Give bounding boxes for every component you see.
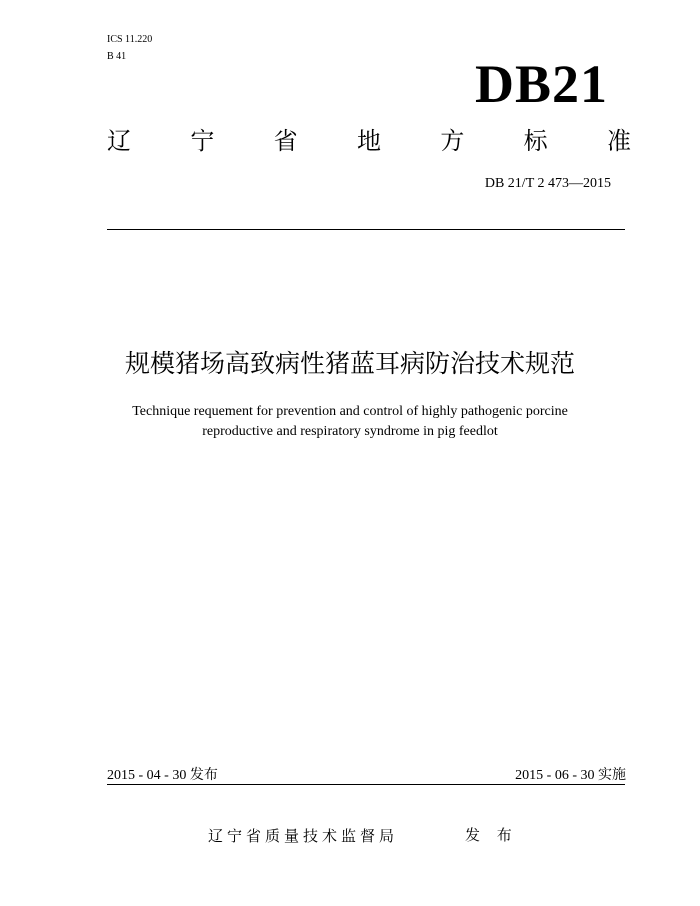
- heading-char: 准: [606, 127, 631, 155]
- title-english-line: Technique requement for prevention and control of highly pathogenic porcine: [132, 404, 568, 419]
- publisher-name: 辽宁省质量技术监督局: [208, 827, 399, 845]
- heading-char: 标: [523, 127, 548, 155]
- heading-char: 方: [440, 127, 465, 155]
- heading-char: 宁: [190, 127, 215, 155]
- heading-char: 地: [356, 127, 381, 155]
- document-title-english: [90, 402, 610, 442]
- provincial-standard-heading: [107, 126, 631, 156]
- footer-divider: [107, 784, 625, 785]
- heading-char: 省: [273, 127, 298, 155]
- standard-number: DB 21/T 2 473—2015: [484, 176, 611, 191]
- classification-code: B 41: [107, 51, 127, 62]
- publish-label: 发 布: [465, 826, 518, 844]
- standard-code-logo: DB21: [474, 54, 608, 114]
- heading-char: 辽: [107, 127, 131, 155]
- document-title-chinese: 规模猪场高致病性猪蓝耳病防治技术规范: [124, 349, 575, 378]
- issue-date: 2015 - 04 - 30 发布: [107, 768, 218, 783]
- title-english-line: reproductive and respiratory syndrome in pig feedlot: [202, 424, 498, 439]
- header-divider: [107, 229, 625, 230]
- ics-code: ICS 11.220: [107, 34, 153, 45]
- implementation-date: 2015 - 06 - 30 实施: [515, 768, 626, 783]
